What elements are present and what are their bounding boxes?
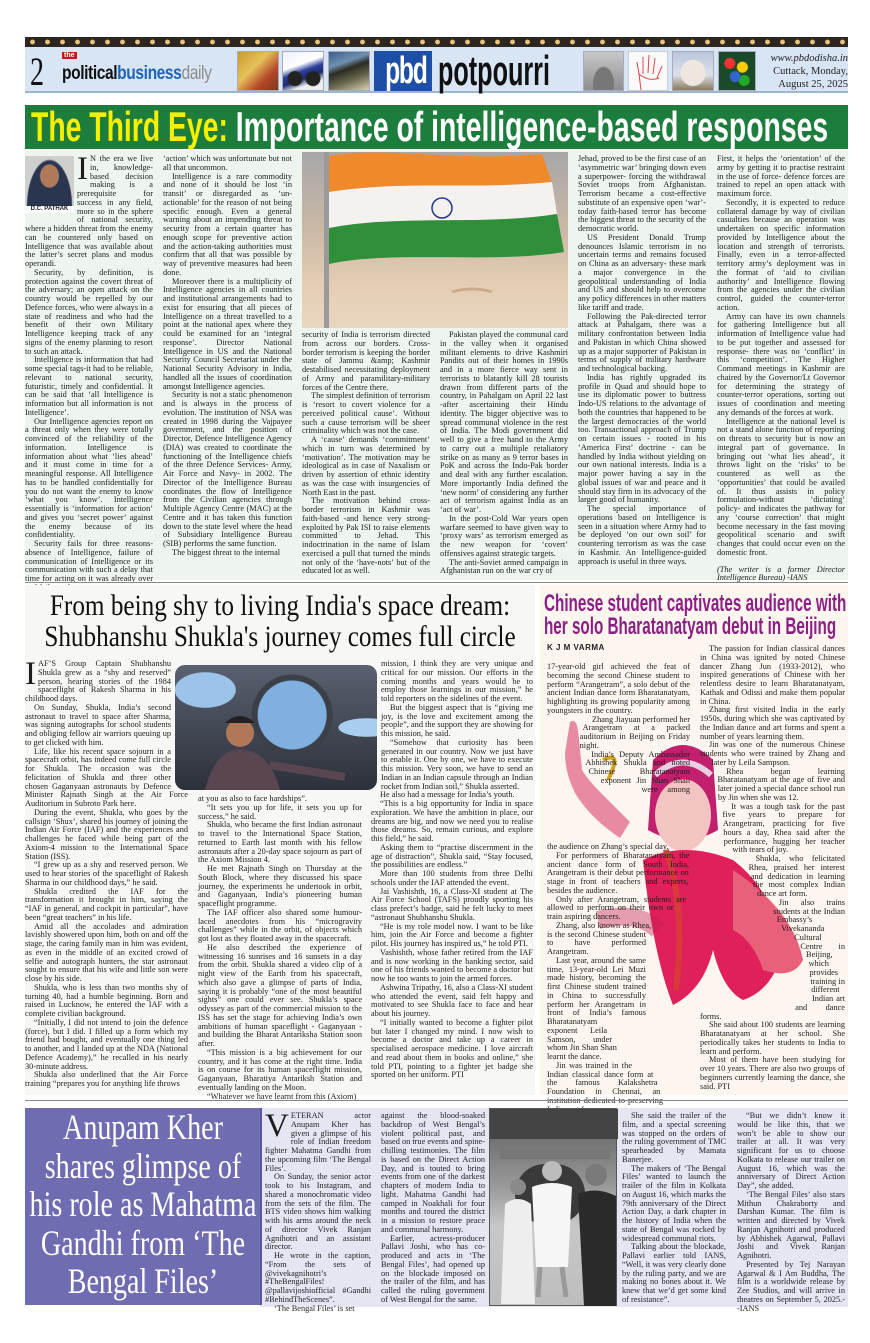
paragraph: “He is my role model now. I want to be like him, join the Air Force and become a fighter pilot. His journey has inspired us,” he told PTI. <box>371 921 533 948</box>
paragraph: But the biggest aspect that is “giving me joy, is the love and excitement among the people”, and the support they are showing for this mission, he said. <box>381 702 533 738</box>
kher-headline-box: Anupam Kher shares glimpse of his role as Mahatma Gandhi from ‘The Bengal Files’ <box>25 1108 262 1305</box>
newspaper-logo[interactable] <box>62 52 232 88</box>
main-article-column-1 <box>25 151 153 583</box>
paragraph: Shukla, who felicitated Rhea, praised her interest and dedication in learning the most complex Indian dance art form. <box>748 854 845 898</box>
paragraph: Jehad, proved to be the first case of an ‘asymmetric war’ bringing down even a superpower- forcing the withdrawal Soviet troops from Afghanistan. Terrorism became a cost-effective substitute of an expensive open ‘war’- today faith-based terror has become the biggest threat to the security of the democratic world. <box>578 154 706 233</box>
paragraph: On Sunday, the senior actor took to his Instagram, and shared a monochromatic video from the sets of the film. The BTS video shows him walking with his arms around the neck of director Vivek Ranjan Agnihotri and an assistant director. <box>265 1172 371 1252</box>
paragraph: The IAF officer also shared some humour-laced anecdotes from his “microgravity challenges” while in the orbit, of objects which got lost as they floated away in the spacecraft. <box>198 907 362 943</box>
website-link[interactable]: www.pbdodisha.in <box>770 53 848 64</box>
paragraph: The biggest threat to the internal <box>172 547 281 557</box>
paragraph: Intelligence is information that had some special tags-it had to be reliable, relevant to national security, futuristic, timely and confidential. It can be said that ‘all Intelligence is information but all information is not Intelligence’. <box>25 355 153 417</box>
author-photo-slot <box>25 156 77 218</box>
author-photo <box>25 156 74 206</box>
section-badge: pbd <box>374 51 432 91</box>
kher-column-1 <box>265 1108 371 1313</box>
paragraph: It was a tough task for the past five years to prepare for Arangetram, practicing for five hours a day, Rhea said after the performance, hugging her teacher with tears of joy. <box>722 801 845 855</box>
paragraph: against the blood-soaked backdrop of West Bengal’s violent political past, and based on true events and spine-chilling testimonies. The film is based on the Direct Action Day, and is touted to bring events from one of the darkest chapters of modern India to light. Mahatma Gandhi had camped in Noakhali for four months and toured the district in a mission to restore peace and communal harmony. <box>381 1111 485 1234</box>
motorbike-thumbnail <box>282 51 324 91</box>
paragraph: “This mission is a big achievement for our country, and it has come at the right time. India is on course for its human spaceflight mission, Gaganyaan, Bharatiya Antariksh Station and eventually landing on the Moon. <box>198 1047 362 1092</box>
dateline-city: Cuttack, Monday, <box>773 66 848 77</box>
astronaut-photo <box>175 665 377 790</box>
author-note: (The writer is a former Director Intelligence Bureau) -IANS <box>717 564 845 583</box>
paragraph: First, it helps the ‘orientation’ of the army by getting it to practise restraint in the use of force- defence forces are trained to repel an open attack with maximum force. <box>717 154 845 198</box>
section-divider <box>25 582 848 583</box>
paragraph: India has rightly upgraded its profile in Quad and should hope to use its diplomatic power to buttress Indo-US relations to the advantage of both the countries that happened to be the largest democracies of the world too. Transactional approach of Trump on certain issues - rooted in his ‘America First’ doctrine - can be handled by India without yielding on our own national interests. India is a major power having a say in the global issues of war and peace and it should stay firm in its advocacy of the larger good of humanity. <box>578 372 706 505</box>
paragraph: at you as also to face hardships”. <box>198 794 307 803</box>
paragraph: The makers of ‘The Bengal Files’ wanted to launch the trailer of the film in Kolkata on August 16, which marks the 79th anniversary of the Direct Action Day, a dark chapter in the history of India when the state of Bengal was rocked by widespread communal riots. <box>622 1163 726 1243</box>
billiards-thumbnail <box>718 51 756 91</box>
paragraph: ‘The Bengal Files’ also stars Mithun Chakraborty and Darshan Kumar. The film is written and directed by Vivek Ranjan Agnihotri and produced by Abhishek Agarwal, Pallavi Joshi and Vivek Ranjan Agnihotri. <box>737 1189 845 1260</box>
china-headline: Chinese student captivates audience with her solo Bharatanatyam debut in Beijing <box>544 590 847 640</box>
logo-the: the <box>64 52 75 59</box>
main-article-column-2 <box>163 155 292 573</box>
paragraph: The special importance of operations based on Intelligence is seen in a situation where Army had to be deployed ‘on our own soil’ for countering terrorism as was the case in Kashmir. An Intelligence-guided approach is useful in three ways. <box>578 504 706 566</box>
paragraph: Earlier, actress-producer Pallavi Joshi, who has co-produced and acts in ‘The Bengal Files’, had opened up on the blockade imposed on the trailer of the film, and has called the ruling government of West Bengal for the same. <box>381 1233 485 1304</box>
paragraph: “Whatever we have learnt from this (Axiom) <box>207 1091 357 1101</box>
kher-column-2 <box>381 1112 485 1304</box>
paragraph: Ashwina Tripathy, 16, also a Class-XI student who attended the event, said felt happy and motivated to see Shukla face to face and hear about his journey. <box>371 982 533 1018</box>
headline-lead: The Third Eye: <box>31 103 228 150</box>
paragraph: Intelligence at the national level is not a stand alone function of reporting on threats to security but is now an integral part of governance. In bringing out ‘what lies ahead’, it throws light on the ‘risks’ to be countered as well as the ‘opportunities’ that could be availed of. It thus assists in policy formulation-without ‘dictating’ policy- and indicates the pathway for any ‘course correction’ that might become necessary in the fast moving geopolitical scenario and swift changes that could occur even on the domestic front. <box>717 416 845 557</box>
paragraph: “It sets you up for life, it sets you up for success,” he said. <box>198 802 362 821</box>
paragraph: “Somehow that curiosity has been generated in our country. Now we just have to enable it. One by one, we have to execute this mission. Very soon, we have to send an Indian in an Indian capsule through an Indian rocket from Indian soil,” Shukla asserted. <box>381 737 533 791</box>
plant-thumbnail <box>583 51 624 91</box>
paragraph: “This is a big opportunity for India in space exploration. We have the ambition in place, our dreams are big, and now we need you to realise those dreams. So, remain curious, and explore this field,” he said. <box>371 799 533 843</box>
paragraph: The passion for Indian classical dances in China was ignited by noted Chinese dancer Zhang Jun (1933-2012), who inspired generations of Chinese with her relentless desire to learn Bharatanatyam, Kathak and Odissi and make them popular in China. <box>700 644 845 706</box>
paragraph: Our Intelligence agencies report on a threat only when they were totally convinced of the reliability of the information. Intelligence is information about what ‘lies ahead’ and it must come in time for a meaningful response. All Intelligence has to be handled confidentially for you do not want the enemy to know ‘what you know’. Intelligence essentially is ‘information for action’ and gives you ‘secret power’ against the enemy because of its confidentiality. <box>25 416 153 540</box>
china-column-2 <box>700 645 845 1091</box>
paragraph: The anti-Soviet armed campaign in Afghanistan run on the war cry of <box>440 557 568 576</box>
page-number: 2 <box>30 49 44 94</box>
paragraph: Zhang Jiayuan performed her Arangetram at a packed auditorium in Beijing on Friday night. <box>579 714 690 750</box>
paragraph: Pakistan played the communal card in the valley when it organised militant elements to drive Kashmiri Pandits out of their homes in 1990s and in a more fierce way sent in terrorists to blatantly kill 28 tourists drawn from different parts of the country, in Pahalgam on April 22 last -after ascertaining their Hindu identity. The bigger objective was to spread communal violence in the rest of India. The Modi government did well to give a free hand to the Army to carry out a multiple retaliatory strike on as many as 9 terror bases in PoK and across the Indo-Pak border and deal with any further escalation. More importantly India defined the ‘new norm’ of considering any further act of terrorism against India as an ‘act of war’. <box>440 330 568 514</box>
shukla-column-3 <box>371 660 533 1090</box>
paragraph: Following the Pak-directed terror attack at Pahalgam, there was a military confrontation between India and Pakistan in which China showed up as a major supporter of Pakistan in terms of supply of military hardware and technological backing. <box>578 311 706 373</box>
paragraph: “But we didn’t know it would be like this, that we won’t be able to show our trailer at all. It was very significant for us to choose Kolkata to release our trailer on August 16, which was the anniversary of Direct Action Day”, she added. <box>737 1111 845 1190</box>
paragraph: 17-year-old girl achieved the feat of becoming the second Chinese student to perform “Arangetram”, a solo debut of the ancient Indian dance form Bharatanatyam, highlighting its growing popularity among youngsters in the country. <box>547 662 690 715</box>
main-headline <box>31 105 828 149</box>
paragraph: He wrote in the caption, “From the sets of @vivekagnihotri’s #TheBengalFiles! @pallavijoshiofficial #Gandhi #BehindTheScenes”. <box>265 1251 371 1304</box>
paragraph: He also described the experience of witnessing 16 sunrises and 16 sunsets in a day from the orbit. Shukla shared a video clip of a night view of the Earth from his spacecraft, which also gave a glimpse of parts of India, saying it is probably “one of the most beautiful sights” one could ever see. Shukla’s space odyssey as part of the commercial mission to the ISS has set the stage for achieving India’s own ambitions of human spaceflight - Gaganyaan - and building the Bharat Antariksha Station soon after. <box>198 942 362 1048</box>
logo-political: political <box>62 63 118 84</box>
paragraph: Jin also trains students at the Indian Embassy’s Vivekananda Cultural Centre in Beijing, which provides training in different Indian art and dance forms. <box>700 897 845 1021</box>
paragraph: IAF’S Group Captain Shubhanshu Shukla grew as a “shy and reserved” person, hearing stories of the 1984 spaceflight of Rakesh Sharma in his childhood days. <box>25 656 171 703</box>
headline-rest: Importance of intelligence-based responses <box>227 103 829 150</box>
paragraph: Rhea began learning Bharatanatyam at the age of five and later joined a special dance school run by Jin when she was 12. <box>717 766 845 802</box>
shukla-headline: From being shy to living India's space dream: Shubhanshu Shukla's journey comes full circle <box>44 589 516 653</box>
paragraph: More than 100 students from three Delhi schools under the IAF attended the event. <box>371 869 533 887</box>
paragraph: IN the era we live in, knowledge-based decision making is a prerequisite for success in any field, more so in the sphere of national security, where a hidden threat from the enemy can be countered only based on Intelligence that was available about the latter’s secret plans and modus operandi. <box>25 151 153 268</box>
paragraph: security of India is terrorism directed from across our borders. Cross- border terrorism is keeping the border state of Jammu &amp; Kashmir destabilised necessitating deployment of Army and paramilitary-military forces of the Centre there. <box>302 330 430 392</box>
paragraph: Security, by definition, is protection against the covert threat of the adversary; an open attack on the country would be repelled by our Defence forces, who were always in a state of readiness and who had the benefit of their own Military Intelligence keeping track of any signs of the enemy planning to resort to such an attack. <box>25 267 153 356</box>
paragraph: ‘action’ which was unfortunate but not all that uncommon. <box>163 154 292 172</box>
paragraph: Talking about the blockade, Pallavi earlier told IANS, “Well, it was very clearly done by the ruling party, and we are making no bones about it. We knew that we’d get some kind of resistance”. <box>622 1242 726 1304</box>
paragraph: Intelligence is a rare commodity and none of it should be lost ‘in transit’ or disregarded as ‘un-actionable’ for the reason of not being specific enough. Even a general warning about an impending threat to security from a certain quarter has enough scope for preventive action and the action-taking authorities must confirm that all that was possible by way of preventive measures had been done. <box>163 171 292 277</box>
paragraph: Shukla, who is less than two months shy of turning 40, had a humble beginning. Born and raised in Lucknow, he entered the IAF with a complete civilian background. <box>25 982 188 1018</box>
paragraph: A ‘cause’ demands ‘commitment’ which in turn was determined by ‘motivation’. The motivation may be ideological as in case of Naxalism or driven by assertion of ethnic identity as was the case with insurgencies of North East in the past. <box>302 435 430 497</box>
paragraph: Jai Vashishth, 16, a Class-XI student at The Air Force School (TAFS) proudly sporting his class prefect’s badge, said he felt lucky to meet “astronaut Shubhanshu Shukla. <box>371 886 533 922</box>
paragraph: Secondly, it is expected to reduce collateral damage by way of civilian casualties because an operation was undertaken on specific information provided by Intelligence about the location and strength of terrorists. Finally, even in a terror-affected territory army’s deployment was in the format of ‘aid to civilian authority’ and Intelligence flowing from the agencies under the civilian control, guided the counter-terror action. <box>717 197 845 312</box>
paragraph: India’s Deputy Ambassador Abhishek Shukla and noted Chinese Bharatanatyam exponent Jin Shan Shan were among the audience on Zhang’s special day. <box>547 749 690 851</box>
paragraph: Jin was trained in the Indian classical dance form at the famous Kalakshetra Foundation in Chennai, an institution dedicated to preserving <box>547 1060 664 1105</box>
paragraph: Security is not a static phenomenon and is always in the process of evolution. The institution of NSA was created in 1998 during the Vajpayee government, and the position of Director, Defence Intelligence Agency (DIA) was created to coordinate the functioning of the Intelligence chiefs of the three Defence Services- Army, Air Force and Navy- in 2002. The Director of the Intelligence Bureau coordinates the flow of Intelligence from the Civilian agencies through Multiple Agency Centre (MAC) at the Centre and it has taken this function down to the state level where the head of Subsidiary Intelligence Bureau (SIB) performs the same function. <box>163 390 292 548</box>
kher-column-4 <box>737 1111 845 1313</box>
paragraph: Most of them have been studying for over 10 years. There are also two groups of beginners currently learning the dance, she said. PTI <box>700 1055 845 1091</box>
paragraph: Security fails for three reasons-absence of Intelligence, failure of communication of Intelligence or its communication with such a delay that time for acting on it was already over <box>25 539 153 583</box>
kher-column-3 <box>622 1112 726 1304</box>
shukla-column-1 <box>25 656 188 1090</box>
paragraph: Vashishth, whose father retired from the IAF and is now working in the banking sector, said one of his friends wanted to become a doctor but now he too wants to join the armed forces. <box>371 947 533 983</box>
paragraph: US President Donald Trump denounces Islamic terrorism in no uncertain terms and remains focused on China as an adversary- these mark a major convergence in the geopolitical understanding of India and US and should help to overcome any policy differences in other matters like tariff and trade. <box>578 232 706 312</box>
author-caption: D.C. PATHAK <box>25 206 74 213</box>
shukla-column-2 <box>198 794 362 1101</box>
taj-mahal-thumbnail <box>672 51 714 91</box>
paragraph: “Initially, I did not intend to join the defence (force), but I did. I filled up a form which my friend had bought, and eventually one thing led to another, and I landed up at the NDA (National Defence Academy),” he recalled in his nearly 30-minute address. <box>25 1017 188 1071</box>
paragraph: Moreover there is a multiplicity of Intelligence agencies in all countries and institutional arrangements had to exist for ensuring that all pieces of Intelligence on a threat travelled to a point at the national apex where they could be examined for an ‘integral response’. Director National Intelligence in US and the National Security Council Secretariat under the National Security Advisory in India, handled all the issues of coordination amongst Intelligence agencies. <box>163 276 292 391</box>
paragraph: mission, I think they are very unique and critical for our mission. Our efforts in the coming months and years would be to employ those learnings in our mission,” he told reporters on the sidelines of the event. <box>381 659 533 703</box>
paragraph: VETERAN actor Anupam Kher has given a glimpse of his role of Indian freedom fighter Mahatma Gandhi from the upcoming film ‘The Bengal Files’. <box>265 1108 371 1173</box>
paragraph: “I grew up as a shy and reserved person. We used to hear stories of the spaceflight of Rakesh Sharma in our childhood days,” he said. <box>25 860 188 887</box>
paragraph: He also had a message for India’s youth. <box>380 790 515 800</box>
paragraph: “I initially wanted to become a fighter pilot but later I changed my mind. I now wish to become a doctor and take up a career in specialised aerospace medicine. I love aircraft and read about them in books and online,” she told PTI, pointing to a fighter jet badge she sported on her uniform. PTI <box>371 1017 533 1080</box>
section-divider <box>25 1100 848 1101</box>
paragraph: Presented by Tej Narayan Agarwal & I Am Buddha, The film is a worldwide release by Zee Studios, and will arrive in theatres on September 5, 2025.--IANS <box>737 1259 845 1313</box>
paragraph: ‘The Bengal Files’ is set <box>274 1303 355 1313</box>
paragraph: Zhang first visited India in the early 1950s, during which she was captivated by the Indian dance and art forms and spent a number of years learning them. <box>700 705 845 741</box>
paragraph: Asking them to “practise discernment in the age of distraction”, Shukla said, “Stay focused, the possibilities are endless.” <box>371 842 533 870</box>
paragraph: Army can have its own channels for gathering Intelligence but all information of Intelligence value had to be put together and assessed for response- there was no ‘conflict’ in this ‘competition’. The Higher Command meetings in Kashmir are chaired by the Governor/Lt Governor for determining the strategy of counter-terror operations, sorting out issues of coordination and meeting any demands of the forces at work. <box>717 311 845 417</box>
main-headline-bar <box>25 105 848 149</box>
main-article-column-6 <box>717 154 845 583</box>
paragraph: Jin was one of the numerous Chinese students who were trained by Zhang and later by Leila Sampson. <box>700 740 845 767</box>
main-article-column-3 <box>302 330 430 576</box>
logo-business: business <box>117 63 182 84</box>
paragraph: Last year, around the same time, 13-year-old Lei Muzi made history, becoming the first Chinese student trained in China to successfully perform her Arangetram in front of India’s famous Bharatanatyam exponent Leila Samson, under whom Jin Shan Shan learnt the dance. <box>547 955 646 1061</box>
logo-daily: daily <box>181 63 212 84</box>
main-article-column-4 <box>440 330 568 576</box>
main-article-column-5 <box>578 155 706 573</box>
paragraph: Zhang, also known as Rhea, is the second Chinese student to have performed Arangetram. <box>547 920 652 956</box>
paragraph: During the event, Shukla, who goes by the callsign ‘Shux’, shared his journey of joining the Indian Air Force (IAF) and the experiences and challenges he faced while being part of the Axiom-4 mission to the International Space Station (ISS). <box>25 807 188 861</box>
kathakali-thumbnail <box>237 51 279 91</box>
anupam-kher-gandhi-photo <box>489 1108 617 1306</box>
china-column-1 <box>547 662 690 1105</box>
paragraph: The motivation behind cross-border terrorism in Kashmir was faith-based -and hence very strong-exploited by Pak ISI to raise elements committed to Jehad. This indoctrination in the name of Islam exercised a pull that turned the minds not only of the ‘have-nots’ but of the educated lot as well. <box>302 496 430 576</box>
paragraph: In the post-Cold War years open warfare seemed to have given way to ‘proxy wars’ as terrorism emerged as the new weapon for ‘covert’ offensives against strategic targets. <box>440 513 568 558</box>
paragraph: Only after Arangetram, students are allowed to perform on their own or train aspiring dancers. <box>547 894 687 921</box>
section-title: potpourri <box>438 47 550 94</box>
dateline <box>760 52 848 91</box>
landscape-thumbnail <box>328 51 370 91</box>
paragraph: Life, like his recent space sojourn in a spacecraft orbit, has indeed come full circle for Shukla. The occasion was the felicitation of Shukla and three other chosen Gaganyaan astronauts by Defence Minister Rajnath Singh at the Air Force Auditorium in Subroto Park here. <box>25 746 188 808</box>
paragraph: She said the trailer of the film, and a special screening was stopped on the orders of the ruling government of TMC spearheaded by Mamata Banerjee. <box>622 1111 726 1164</box>
paragraph: Shukla credited the IAF for the transformation it brought in him, saying the “IAF in general, and cockpit in particular”, have been “great teachers” in his life. <box>25 886 188 922</box>
paragraph: For performers of Bharatanatyam, the ancient dance form of South India, Arangetram is their debut performance on stage in front of teachers and experts, besides the audience. <box>547 850 690 895</box>
paragraph: The simplest definition of terrorism is ‘resort to covert violence for a perceived political cause’. Without such a cause terrorism will be sheer criminality which was not the case. <box>302 391 430 436</box>
paragraph: He met Rajnath Singh on Thursday at the South Block, where they discussed his space journey, the experiments he undertook in orbit, and Gaganyaan, India’s pioneering human spaceflight programme. <box>198 864 362 908</box>
palmistry-thumbnail <box>628 51 668 91</box>
paragraph: On Sunday, Shukla, India’s second astronaut to travel to space after Sharma, was signing autographs for school students and obliging fellow air warriors queuing up to get clicked with him. <box>25 702 171 747</box>
dateline-date: August 25, 2025 <box>778 79 848 90</box>
paragraph: Shukla, who became the first Indian astronaut to travel to the International Space Station, returned to Earth last month with his fellow astronauts after a 20-day space sojourn as part of the Axiom Mission 4. <box>198 820 362 865</box>
masthead-film-strip <box>25 37 848 47</box>
paragraph: Amid all the accolades and admiration lavishly showered upon him, both on and off the stage, the caring family man in him was evident, as even in the middle of an excited crowd of selfie and autograph hunters, the star astronaut sought to ensure that his wife and little son were close by his side. <box>25 921 188 983</box>
china-byline: K J M VARMA <box>547 643 605 652</box>
paragraph: She said about 100 students are learning Bharatanatyam at her school. She periodically takes her students to India to learn and perform. <box>700 1020 845 1056</box>
paragraph: Shukla also underlined that the Air Force training “prepares you for anything life throws <box>25 1070 188 1088</box>
indian-flag-photo <box>302 152 568 328</box>
